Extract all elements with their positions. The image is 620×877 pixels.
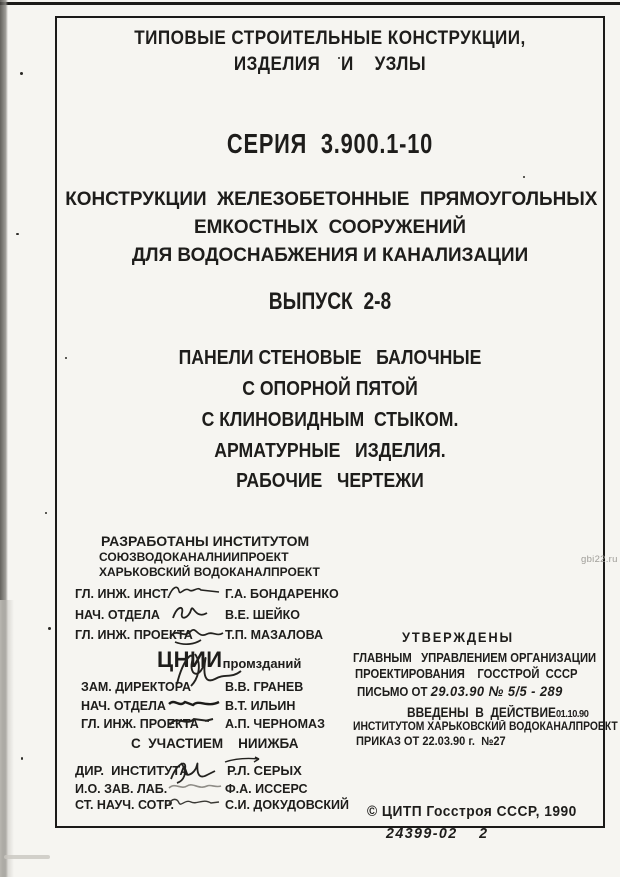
content-line1: ПАНЕЛИ СТЕНОВЫЕ БАЛОЧНЫЕ: [178, 346, 482, 369]
cnii-name-small: промзданий: [222, 656, 302, 671]
signer-row: [75, 763, 389, 781]
signature-scribble-icon: [167, 794, 221, 808]
approved-heading: УТВЕРЖДЕНЫ: [402, 629, 514, 645]
signer-role: ГЛ. ИНЖ. ПРОЕКТА: [75, 628, 193, 642]
signer-name: Т.П. МАЗАЛОВА: [225, 628, 324, 642]
signature-scribble-icon: [167, 624, 225, 646]
top-scan-rule: [0, 2, 620, 5]
approved-letter-label: ПИСЬМО ОТ: [357, 685, 431, 699]
content-line2: С ОПОРНОЙ ПЯТОЙ: [242, 377, 418, 400]
approved-letter-line: [357, 684, 563, 699]
content-line3: С КЛИНОВИДНЫМ СТЫКОМ.: [201, 408, 459, 431]
signer-name: В.Т. ИЛЬИН: [225, 699, 296, 713]
signer-row: [75, 680, 389, 698]
signer-role: И.О. ЗАВ. ЛАБ.: [75, 782, 168, 796]
enacted-line2: ИНСТИТУТОМ ХАРЬКОВСКИЙ ВОДОКАНАЛПРОЕКТ: [353, 721, 618, 733]
issue-title: ВЫПУСК 2-8: [268, 288, 392, 315]
participation-line: С УЧАСТИЕМ НИИЖБА: [131, 736, 299, 751]
developed-institute-1: СОЮЗВОДОКАНАЛНИИПРОЕКТ: [99, 550, 289, 564]
content-line4: АРМАТУРНЫЕ ИЗДЕЛИЯ.: [214, 439, 446, 462]
signer-row: [75, 608, 389, 626]
scan-speck: [16, 233, 19, 235]
signer-row: [75, 798, 389, 816]
developed-by-block: [75, 534, 389, 824]
enacted-heading-line: [407, 706, 588, 720]
signer-row: [75, 699, 389, 717]
document-kind-line1: ТИПОВЫЕ СТРОИТЕЛЬНЫЕ КОНСТРУКЦИИ,: [134, 28, 526, 49]
signer-row: [75, 587, 389, 605]
signer-row: [75, 717, 389, 735]
signature-scribble-icon: [167, 713, 219, 731]
signature-scribble-icon: [167, 604, 213, 624]
signer-role: СТ. НАУЧ. СОТР.: [75, 798, 174, 812]
scan-smudge: [4, 855, 50, 859]
signature-scribble-icon: [167, 778, 223, 792]
scan-speck: [20, 72, 23, 75]
signer-role: ДИР. ИНСТИТУТА: [75, 763, 189, 778]
approved-line1: ГЛАВНЫМ УПРАВЛЕНИЕМ ОРГАНИЗАЦИИ: [353, 651, 597, 665]
approval-block: [353, 628, 618, 828]
subject-line3: ДЛЯ ВОДОСНАБЖЕНИЯ И КАНАЛИЗАЦИИ: [131, 244, 529, 266]
page-border-frame: [55, 16, 618, 828]
subject-line2: ЕМКОСТНЫХ СООРУЖЕНИЙ: [194, 216, 466, 238]
enacted-line3: ПРИКАЗ ОТ 22.03.90 г. №27: [356, 734, 506, 748]
signer-name: Р.Л. СЕРЫХ: [227, 763, 302, 778]
cnii-name-big: ЦНИИ: [157, 647, 223, 672]
signer-role: НАЧ. ОТДЕЛА: [81, 699, 166, 713]
signer-name: Г.А. БОНДАРЕНКО: [225, 587, 339, 601]
approved-line2: ПРОЕКТИРОВАНИЯ ГОССТРОЙ СССР: [355, 667, 578, 681]
copyright-line: © ЦИТП Госстроя СССР, 1990: [367, 804, 577, 820]
signer-role: ЗАМ. ДИРЕКТОРА: [81, 680, 192, 694]
subject-line1: КОНСТРУКЦИИ ЖЕЛЕЗОБЕТОННЫЕ ПРЯМОУГОЛЬНЫХ: [65, 188, 598, 210]
enacted-heading: ВВЕДЕНЫ В ДЕЙСТВИЕ: [407, 705, 556, 720]
signer-role: ГЛ. ИНЖ. ИНСТ.: [75, 587, 171, 601]
scan-speck: [21, 757, 23, 760]
signature-scribble-icon: [167, 583, 223, 601]
signer-name: Ф.А. ИССЕРС: [225, 782, 308, 796]
watermark: gbi22.ru: [581, 554, 618, 565]
signer-name: В.В. ГРАНЕВ: [225, 680, 304, 694]
signer-row: [75, 628, 389, 646]
signer-name: А.П. ЧЕРНОМАЗ: [225, 717, 325, 731]
signer-role: НАЧ. ОТДЕЛА: [75, 608, 160, 622]
signer-role: ГЛ. ИНЖ. ПРОЕКТА: [81, 717, 199, 731]
scan-speck: [48, 627, 51, 630]
approved-letter-value: 29.03.90 № 5/5 - 289: [430, 683, 563, 699]
binding-edge-shadow-lower: [0, 600, 14, 877]
developed-heading: РАЗРАБОТАНЫ ИНСТИТУТОМ: [101, 533, 310, 549]
signer-name: С.И. ДОКУДОВСКИЙ: [225, 798, 349, 812]
content-line5: РАБОЧИЕ ЧЕРТЕЖИ: [236, 469, 424, 492]
document-number: 24399-02 2: [386, 825, 489, 842]
developed-institute-2: ХАРЬКОВСКИЙ ВОДОКАНАЛПРОЕКТ: [99, 565, 320, 579]
scan-speck: [45, 512, 47, 514]
signature-scribble-icon: [167, 695, 223, 711]
signer-name: В.Е. ШЕЙКО: [225, 608, 301, 622]
enacted-date: 01.10.90: [555, 708, 589, 720]
series-title: СЕРИЯ 3.900.1-10: [226, 128, 434, 159]
document-kind-line2: ИЗДЕЛИЯ И УЗЛЫ: [233, 54, 427, 75]
